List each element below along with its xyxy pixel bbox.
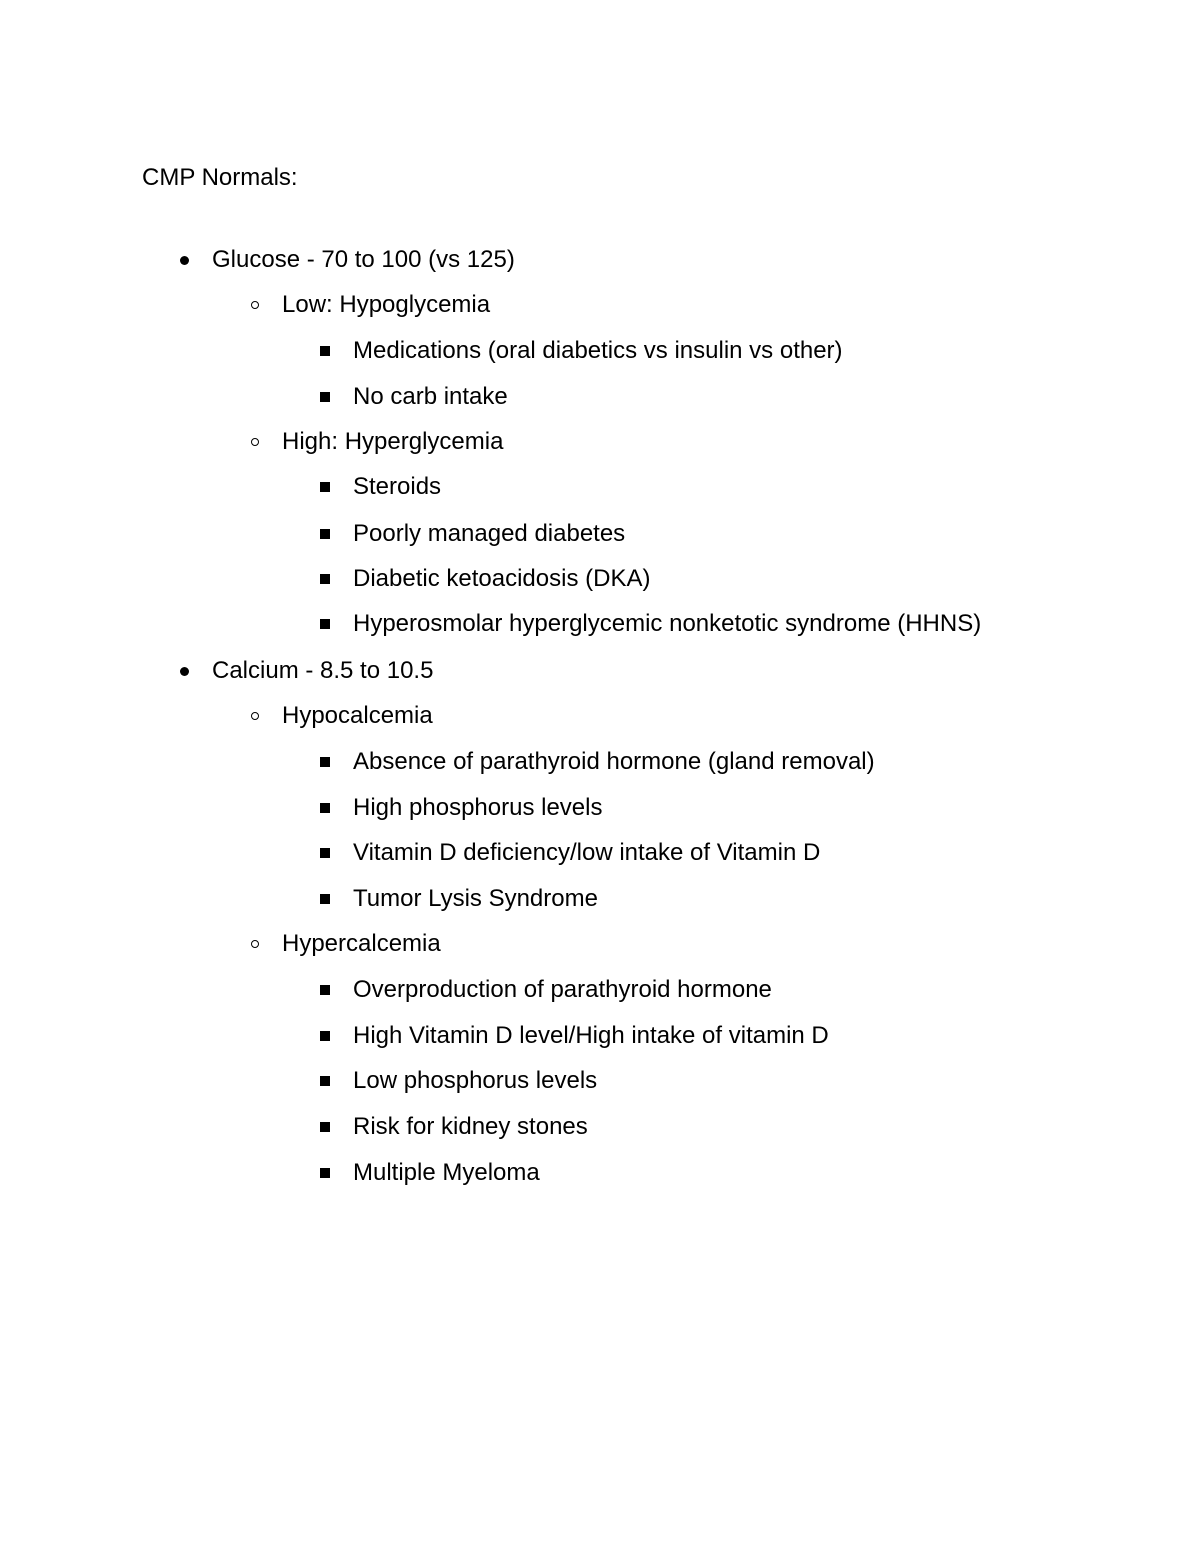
circle-bullet-icon [243,700,267,732]
square-bullet-icon [313,792,337,824]
circle-bullet-icon [243,289,267,321]
list-item-label: Overproduction of parathyroid hormone [353,976,772,1003]
square-bullet-icon [313,746,337,778]
list-item-label: Glucose - 70 to 100 (vs 125) [212,246,515,273]
square-bullet-icon [313,1065,337,1097]
square-bullet-icon [313,837,337,869]
list-item-label: Diabetic ketoacidosis (DKA) [353,565,651,592]
list-item-label: Risk for kidney stones [353,1113,588,1140]
list-item-label: High Vitamin D level/High intake of vitamin D [353,1022,829,1049]
list-item-label: High: Hyperglycemia [282,428,504,455]
disc-bullet-icon [172,655,196,687]
list-item-label: Calcium - 8.5 to 10.5 [212,657,434,684]
list-item-label: Absence of parathyroid hormone (gland removal) [353,748,875,775]
circle-bullet-icon [243,426,267,458]
list-item-label: High phosphorus levels [353,794,603,821]
list-item-label: Vitamin D deficiency/low intake of Vitamin D [353,839,821,866]
square-bullet-icon [313,1111,337,1143]
list-item-label: Hypercalcemia [282,930,441,957]
square-bullet-icon [313,1157,337,1189]
list-item-label: Low phosphorus levels [353,1067,598,1094]
square-bullet-icon [313,471,337,503]
list-item-label: Poorly managed diabetes [353,520,626,547]
list-item-label: Multiple Myeloma [353,1159,540,1186]
list-item-label: Hyperosmolar hyperglycemic nonketotic syndrome (HHNS) [353,610,982,637]
square-bullet-icon [313,1020,337,1052]
square-bullet-icon [313,381,337,413]
list-item-label: Tumor Lysis Syndrome [353,885,598,912]
list-item-label: No carb intake [353,383,508,410]
document-title: CMP Normals: [142,164,298,191]
square-bullet-icon [313,518,337,550]
circle-bullet-icon [243,928,267,960]
list-item-label: Medications (oral diabetics vs insulin vs other) [353,337,843,364]
disc-bullet-icon [172,244,196,276]
list-item-label: Low: Hypoglycemia [282,291,491,318]
list-item-label: Hypocalcemia [282,702,433,729]
square-bullet-icon [313,974,337,1006]
square-bullet-icon [313,608,337,640]
square-bullet-icon [313,883,337,915]
list-item-label: Steroids [353,473,442,500]
square-bullet-icon [313,563,337,595]
square-bullet-icon [313,335,337,367]
